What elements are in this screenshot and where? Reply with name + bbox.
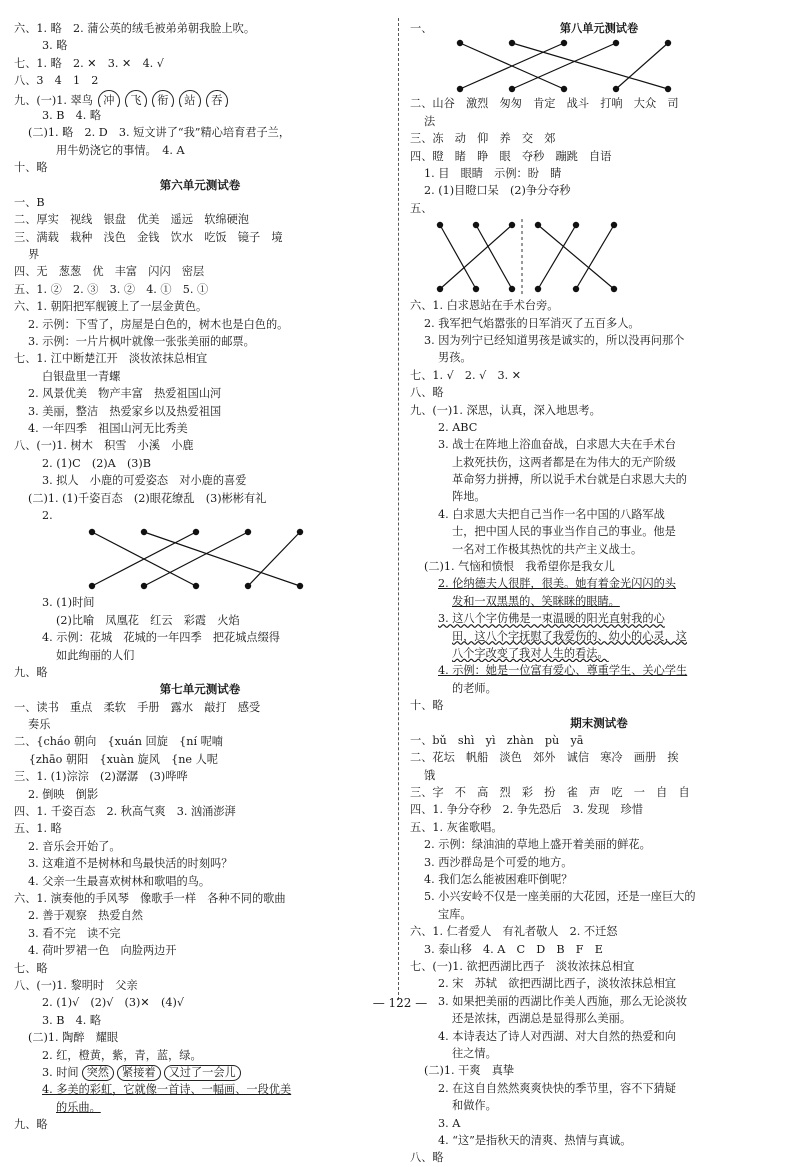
bottom-dot-1 [535, 286, 541, 292]
match-line-4 [144, 532, 248, 586]
top-dot-3 [561, 40, 567, 46]
answer-line [410, 1097, 788, 1114]
answer-line [410, 854, 788, 871]
bottom-dot-1 [89, 583, 95, 589]
answer-line [14, 803, 386, 820]
answer-text: 一、读书 重点 柔软 手册 露水 敲打 感受 [14, 700, 261, 714]
answer-text: 4. 本诗表达了诗人对西湖、对大自然的热爱和向 [438, 1029, 676, 1043]
answer-line [410, 1010, 788, 1027]
answer-text: 4. 多美的彩虹，它就像一首诗、一幅画、一段优美 [42, 1083, 292, 1097]
boxed-word: 又过了一会儿 [164, 1065, 241, 1081]
answer-line [410, 610, 788, 627]
answer-text: 2. 宋 苏轼 欲把西湖比西子，淡妆浓抹总相宜 [438, 977, 676, 991]
answer-text: 饿 [424, 768, 436, 782]
top-dot-5 [665, 40, 671, 46]
answer-line [14, 490, 386, 507]
answer-text: 的乐曲。 [56, 1100, 101, 1114]
answer-text: {zhāo 朝阳 {xuàn 旋风 {ne 人呢 [14, 752, 218, 766]
answer-text: 五、1. 灰雀歌唱。 [410, 820, 503, 834]
match-line-1 [440, 225, 476, 289]
answer-text: 2. (1)目瞪口呆 (2)争分夺秒 [424, 184, 571, 198]
answer-line [410, 402, 788, 419]
answer-text: 3. 西沙群岛是个可爱的地方。 [424, 855, 573, 869]
answer-line [410, 749, 788, 766]
answer-text: 七、1. 江中断楚江开 淡妆浓抹总相宜 [14, 352, 208, 366]
answer-line [410, 1080, 788, 1097]
answer-text: 4. 示例：她是一位富有爱心、尊重学生、关心学生 [438, 664, 688, 678]
answer-text: 2. [42, 508, 53, 522]
answer-text: 3. B 4. 略 [42, 108, 102, 122]
answer-line [14, 20, 386, 37]
bottom-dot-3 [193, 583, 199, 589]
answer-text: 六、1. 略 2. 蒲公英的绒毛被弟弟朝我脸上吹。 [14, 22, 256, 35]
answer-line [14, 211, 386, 228]
answer-text: 五、1. 略 [14, 822, 62, 836]
answer-text: (二)1. 略 2. D 3. 短文讲了“我”精心培育君子兰， [28, 126, 291, 140]
top-dot-3 [509, 222, 515, 228]
top-dot-3 [611, 222, 617, 228]
answer-text: 四、1. 争分夺秒 2. 争先恐后 3. 发现 珍惜 [410, 803, 643, 817]
answer-line [14, 768, 386, 785]
answer-text: 2. 倒映 倒影 [28, 787, 99, 801]
answer-text: 阵地。 [452, 490, 486, 504]
answer-text: 上救死扶伤，这两者都是在为伟大的无产阶级 [452, 455, 676, 469]
top-dot-2 [473, 222, 479, 228]
answer-line [14, 159, 386, 176]
bottom-dot-2 [509, 86, 515, 92]
answer-line [410, 200, 788, 297]
answer-text: 男孩。 [438, 351, 472, 365]
answer-line [410, 836, 788, 853]
answer-text: 一名对工作极其热忱的共产主义战士。 [452, 542, 643, 556]
answer-text: 革命努力拼搏，所以说手术台就是白求恩大夫的 [452, 473, 687, 487]
answer-line [410, 165, 788, 182]
answer-text: 三、满载 栽种 浅色 金钱 饮水 吃饭 镜子 境 [14, 230, 283, 244]
answer-text: 如此绚丽的人们 [56, 648, 135, 662]
answer-text: 八、略 [410, 386, 444, 400]
answer-line [14, 925, 386, 942]
answer-text: 3. 略 [42, 39, 68, 53]
answer-line [14, 37, 386, 54]
answer-line [410, 384, 788, 401]
answer-line [14, 333, 386, 350]
answer-text: 宝库。 [438, 907, 472, 921]
answer-text: 3. 战士在阵地上浴血奋战，白求恩大夫在手术台 [438, 438, 676, 452]
answer-line [410, 888, 788, 905]
answer-text: 五、1. ② 2. ③ 3. ② 4. ① 5. ① [14, 282, 209, 296]
answer-line [410, 113, 788, 130]
answer-text: 发和一双黑黑的、笑眯眯的眼睛。 [452, 594, 620, 608]
answer-text: 4. 父亲一生最喜欢树林和歌唱的鸟。 [28, 874, 211, 888]
answer-line [14, 873, 386, 890]
answer-line [410, 332, 788, 349]
answer-line [14, 1116, 386, 1133]
answer-text: 二、{cháo 朝向 {xuán 回旋 {ní 呢喃 [14, 735, 223, 749]
answer-text: 5. 小兴安岭不仅是一座美丽的大花园，还是一座巨大的 [424, 890, 696, 904]
answer-text: 九、(一)1. 深思，认真，深入地思考。 [410, 403, 601, 417]
answer-line [14, 751, 386, 768]
answer-text: 3. A [438, 1116, 461, 1130]
answer-text: 2. 善于观察 热爱自然 [28, 909, 143, 923]
answer-line [410, 419, 788, 436]
answer-text: 3. 拟人 小鹿的可爱姿态 对小鹿的喜爱 [42, 474, 247, 488]
answer-line [14, 1064, 386, 1081]
answer-text: 2. 风景优美 物产丰富 热爱祖国山河 [28, 387, 222, 401]
top-dot-4 [613, 40, 619, 46]
answer-line [14, 907, 386, 924]
answer-text: 4. 一年四季 祖国山河无比秀美 [28, 421, 188, 435]
answer-line [14, 1012, 386, 1029]
answer-line [14, 855, 386, 872]
answer-line [410, 575, 788, 592]
answer-text: 七、略 [14, 961, 48, 975]
match-line-1 [538, 225, 614, 289]
answer-text: 4. 我们怎么能被困难吓倒呢？ [424, 873, 573, 887]
answer-text: 士，把中国人民的事业当作自己的事业。他是 [452, 525, 676, 539]
answer-text: 3. 如果把美丽的西湖比作美人西施，那么无论淡妆 [438, 994, 688, 1008]
top-dot-2 [573, 222, 579, 228]
answer-text: 3. 看不完 读不完 [28, 926, 121, 940]
match-line-5 [616, 43, 668, 89]
circled-char: 吞 [206, 90, 228, 107]
answer-text: 三、1. (1)淙淙 (2)潺潺 (3)哗哗 [14, 770, 188, 784]
answer-line [14, 1029, 386, 1046]
answer-line [14, 977, 386, 994]
answer-text: 4. 示例：花城 花城的一年四季 把花城点缀得 [42, 631, 280, 645]
answer-line [14, 647, 386, 664]
bottom-dot-5 [297, 583, 303, 589]
circled-char: 冲 [98, 90, 120, 107]
answer-text: 七、1. 略 2. ✕ 3. ✕ 4. √ [14, 56, 164, 70]
answer-text: 2. 我军把气焰嚣张的日军消灭了五百多人。 [424, 316, 640, 330]
answer-line [410, 297, 788, 314]
answer-text: 三、字 不 高 烈 彩 扮 雀 声 吃 一 自 自 [410, 786, 690, 800]
answer-line [410, 488, 788, 505]
answer-text: 3. 美丽，整洁 热爱家乡以及热爱祖国 [28, 404, 222, 418]
answer-text: 八个字改变了我对人生的看法。 [452, 646, 609, 660]
answer-text: 3. 时间 [42, 1065, 79, 1079]
answer-text: 八、略 [410, 1151, 444, 1165]
answer-text: 二、厚实 视线 银盘 优美 遥远 软绵硬泡 [14, 213, 249, 227]
answer-text: 奏乐 [28, 718, 51, 732]
answer-line [14, 246, 386, 263]
answer-text: 七、1. √ 2. √ 3. ✕ [410, 368, 522, 382]
section-heading: 第六单元测试卷 [159, 177, 241, 192]
answer-line [14, 142, 386, 159]
answer-text: 九、略 [14, 1118, 48, 1132]
answer-text: 2. 示例：绿油油的草地上盛开着美丽的鲜花。 [424, 838, 651, 852]
answer-text: 田，这八个字抚慰了我爱伤的、幼小的心灵，这 [452, 629, 687, 643]
answer-line [410, 558, 788, 575]
answer-line [410, 662, 788, 679]
answer-line [14, 263, 386, 280]
answer-line [14, 455, 386, 472]
answer-line [410, 315, 788, 332]
answer-line [410, 784, 788, 801]
answer-text: 2. 示例：下雪了，房屋是白色的，树木也是白色的。 [28, 317, 289, 331]
match-line-4 [512, 43, 616, 89]
answer-text: 四、1. 千姿百态 2. 秋高气爽 3. 汹涌澎湃 [14, 805, 236, 819]
answer-line [410, 436, 788, 453]
answer-line [410, 801, 788, 818]
answer-line [410, 148, 788, 165]
match-line-5 [248, 532, 300, 586]
answer-line [14, 107, 386, 124]
answer-text: 2. (1)√ (2)√ (3)✕ (4)√ [42, 996, 184, 1010]
boxed-word: 突然 [82, 1065, 114, 1081]
answer-text: 3. 这难道不是树林和鸟最快活的时刻吗？ [28, 857, 233, 871]
answer-text: 六、1. 演奏他的手风琴 像歌手一样 各种不同的歌曲 [14, 891, 286, 905]
circled-char: 站 [179, 90, 201, 107]
answer-line [410, 130, 788, 147]
answer-line [410, 923, 788, 940]
answer-line [410, 819, 788, 836]
answer-line [14, 1099, 386, 1116]
answer-line [14, 472, 386, 489]
answer-line [14, 350, 386, 367]
answer-text: 五、 [410, 201, 433, 215]
bottom-dot-1 [457, 86, 463, 92]
answer-text: 3. 泰山移 4. A C D B F E [424, 942, 603, 956]
section-heading: 第七单元测试卷 [159, 682, 241, 697]
answer-line [410, 958, 788, 975]
match-line-3 [440, 225, 512, 289]
answer-text: 往之情。 [452, 1046, 497, 1060]
bottom-dot-1 [437, 286, 443, 292]
answer-line [14, 368, 386, 385]
match-line-2 [144, 532, 300, 586]
answer-line [14, 194, 386, 211]
page-number: — 122 — [372, 996, 428, 1010]
answer-text: 七、(一)1. 欲把西湖比西子 淡妆浓抹总相宜 [410, 960, 635, 973]
answer-line [14, 890, 386, 907]
answer-line [410, 182, 788, 199]
answer-line [410, 471, 788, 488]
column-divider [398, 18, 399, 1000]
answer-text: 三、冻 动 仰 养 交 郊 [410, 132, 556, 146]
bottom-dot-4 [613, 86, 619, 92]
match-line-3 [576, 225, 614, 289]
answer-text: 一、B [14, 195, 45, 209]
answer-line [14, 786, 386, 803]
answer-line [410, 645, 788, 662]
answer-line [410, 1149, 788, 1166]
answer-text: 3. B 4. 略 [42, 1013, 102, 1027]
answer-line [14, 733, 386, 750]
answer-line [14, 55, 386, 72]
answer-text: (二)1. 陶醉 耀眼 [28, 1031, 119, 1045]
answer-line [14, 629, 386, 646]
answer-line [14, 699, 386, 716]
right-column [410, 20, 788, 1167]
bottom-dot-3 [509, 286, 515, 292]
answer-text: 还是浓抹，西湖总是显得那么美丽。 [452, 1012, 632, 1026]
answer-line [410, 593, 788, 610]
answer-line [410, 454, 788, 471]
answer-line [14, 1047, 386, 1064]
answer-line [410, 1028, 788, 1045]
bottom-dot-3 [611, 286, 617, 292]
answer-line [14, 960, 386, 977]
match-line-2 [538, 225, 576, 289]
top-dot-2 [509, 40, 515, 46]
answer-text: 3. 示例：一片片枫叶就像一张张美丽的邮票。 [28, 335, 255, 349]
bottom-dot-3 [561, 86, 567, 92]
answer-line [410, 20, 788, 95]
answer-text: 4. 白求恩大夫把自己当作一名中国的八路军战 [438, 507, 665, 521]
answer-line [410, 767, 788, 784]
answer-text: (2)比喻 凤凰花 红云 彩霞 火焰 [56, 613, 240, 627]
answer-text: 2. 伦纳德夫人很胖，很美。她有着金光闪闪的头 [438, 577, 676, 591]
answer-text: 4. 荷叶罗裙一色 向脸两边开 [28, 944, 177, 958]
boxed-word: 紧接着 [117, 1065, 161, 1081]
match-line-2 [512, 43, 668, 89]
answer-text: 六、1. 朝阳把军舰镀上了一层金黄色。 [14, 300, 208, 314]
answer-line [14, 281, 386, 298]
answer-text: 用牛奶浇它的事情。 4. A [56, 143, 185, 157]
bottom-dot-2 [573, 286, 579, 292]
answer-line [14, 298, 386, 315]
answer-line [14, 403, 386, 420]
answer-text: 八、(一)1. 树木 积雪 小溪 小鹿 [14, 439, 194, 453]
bottom-dot-2 [473, 286, 479, 292]
answer-text: 十、略 [410, 699, 444, 713]
answer-line [410, 975, 788, 992]
answer-text: 十、略 [14, 161, 48, 175]
answer-text: 九、(一)1. 翠鸟 [14, 93, 93, 107]
answer-line [14, 72, 386, 89]
answer-line [14, 1081, 386, 1098]
answer-line [410, 1045, 788, 1062]
answer-line [410, 95, 788, 112]
answer-line [14, 229, 386, 246]
answer-line [410, 349, 788, 366]
answer-text: 2. 音乐会开始了。 [28, 839, 121, 853]
answer-line [410, 1115, 788, 1132]
answer-text: 白银盘里一青螺 [42, 369, 121, 383]
answer-line [14, 838, 386, 855]
answer-text: 3. 因为列宁已经知道男孩是诚实的，所以没再问那个 [424, 333, 685, 347]
answer-line [410, 1062, 788, 1079]
answer-line [410, 367, 788, 384]
answer-text: 2. ABC [438, 420, 478, 434]
answer-text: 4. “这”是指秋天的清爽、热情与真诚。 [438, 1133, 632, 1147]
answer-text: 3. 这八个字仿佛是一束温暖的阳光直射我的心 [438, 612, 665, 626]
left-column [14, 20, 386, 1133]
answer-line [410, 732, 788, 749]
answer-text: 2. 在这自自然然爽爽快快的季节里，容不下猜疑 [438, 1081, 676, 1095]
match-line-2 [476, 225, 512, 289]
section-heading: 第八单元测试卷 [559, 22, 639, 35]
answer-text: 一、bǔ shì yì zhàn pù yā [410, 733, 584, 747]
answer-line [14, 594, 386, 611]
answer-line [410, 541, 788, 558]
answer-text: (二)1. 干爽 真挚 [424, 1064, 515, 1078]
top-dot-1 [535, 222, 541, 228]
answer-line [410, 680, 788, 697]
matching-diagram [416, 37, 756, 95]
top-dot-1 [457, 40, 463, 46]
matching-diagram [420, 217, 780, 297]
answer-text: 法 [424, 114, 436, 128]
answer-line [410, 523, 788, 540]
bottom-dot-5 [665, 86, 671, 92]
circled-char: 衔 [152, 90, 174, 107]
answer-text: 2. 红，橙黄，紫，青，蓝，绿。 [42, 1048, 202, 1062]
top-dot-3 [193, 529, 199, 535]
answer-text: 八、3 4 1 2 [14, 74, 99, 88]
answer-text: 八、(一)1. 黎明时 父亲 [14, 978, 138, 992]
answer-line [410, 906, 788, 923]
top-dot-1 [89, 529, 95, 535]
answer-line [410, 941, 788, 958]
answer-line [14, 612, 386, 629]
answer-text: (二)1. 气恼和愤恨 我希望你是我女儿 [424, 560, 615, 574]
answer-text: 四、无 葱葱 优 丰富 闪闪 密层 [14, 265, 205, 279]
answer-text: 二、山谷 激烈 匆匆 肯定 战斗 打响 大众 司 [410, 97, 679, 111]
section-heading: 期末测试卷 [570, 715, 628, 730]
answer-text: 六、1. 仁者爱人 有礼者敬人 2. 不迁怒 [410, 925, 618, 939]
top-dot-2 [141, 529, 147, 535]
bottom-dot-2 [141, 583, 147, 589]
bottom-dot-4 [245, 583, 251, 589]
answer-line [14, 437, 386, 454]
matching-diagram [72, 524, 322, 594]
answer-line [410, 1132, 788, 1149]
answer-text: 六、1. 白求恩站在手术台旁。 [410, 299, 559, 313]
answer-line [14, 124, 386, 141]
answer-text: 3. (1)时间 [42, 596, 95, 610]
answer-line [14, 716, 386, 733]
circled-char: 飞 [125, 90, 147, 107]
answer-text: 二、花坛 帆船 淡色 郊外 诚信 寒冷 画册 挨 [410, 751, 679, 765]
answer-line [14, 942, 386, 959]
answer-line [410, 628, 788, 645]
top-dot-4 [245, 529, 251, 535]
answer-text: 和做作。 [452, 1099, 497, 1113]
answer-line [14, 507, 386, 594]
answer-text: 1. 目 眼睛 示例：盼 睛 [424, 166, 562, 180]
answer-line [14, 385, 386, 402]
answer-line [410, 697, 788, 714]
answer-line [14, 316, 386, 333]
answer-text: 的老师。 [452, 681, 497, 695]
top-dot-5 [297, 529, 303, 535]
answer-text: 界 [28, 248, 40, 262]
answer-line [14, 420, 386, 437]
top-dot-1 [437, 222, 443, 228]
answer-line [410, 871, 788, 888]
answer-line [14, 664, 386, 681]
answer-text: 一、 [410, 22, 433, 35]
answer-text: 2. (1)C (2)A (3)B [42, 456, 152, 470]
answer-line [14, 90, 386, 107]
answer-line [14, 820, 386, 837]
answer-line [410, 506, 788, 523]
answer-text: 九、略 [14, 665, 48, 679]
answer-text: (二)1. (1)千姿百态 (2)眼花缭乱 (3)彬彬有礼 [28, 491, 267, 505]
answer-text: 四、瞪 睹 睁 眼 夺秒 蹦跳 自语 [410, 149, 612, 163]
